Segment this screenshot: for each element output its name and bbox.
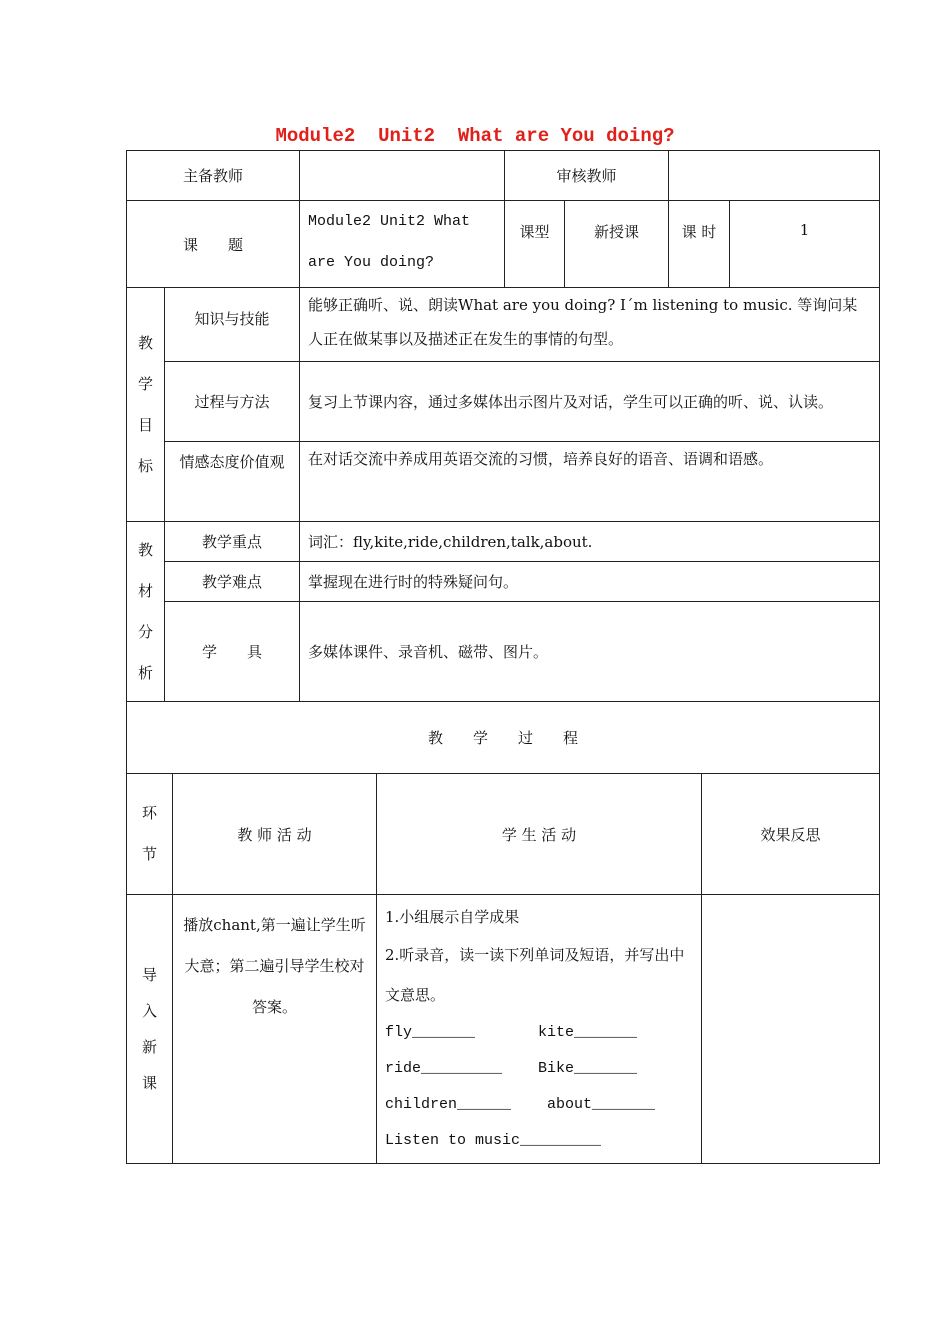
group-char: 标 <box>137 456 153 475</box>
vocab-line: ride_________ Bike_______ <box>385 1060 638 1077</box>
vocab-line: children______ about_______ <box>385 1096 656 1113</box>
hours-label: 课 时 <box>669 201 730 288</box>
stage-char: 课 <box>141 1074 157 1092</box>
topic-value: Module2 Unit2 What are You doing? <box>300 201 505 288</box>
analysis-label: 教学难点 <box>165 562 300 602</box>
review-teacher-label: 审核教师 <box>505 151 669 201</box>
teacher-activity-header: 教 师 活 动 <box>173 774 377 895</box>
analysis-text: 多媒体课件、录音机、磁带、图片。 <box>300 602 880 702</box>
analysis-label: 教学重点 <box>165 522 300 562</box>
student-activity-cell <box>377 895 702 1164</box>
lesson-plan-table <box>126 150 879 1164</box>
vocab-line: Listen to music_________ <box>385 1132 602 1149</box>
student-line: 2.听录音，读一读下列单词及短语，并写出中文意思。 <box>385 946 685 1004</box>
stage-char: 新 <box>141 1038 157 1056</box>
document-title: Module2 Unit2 What are You doing? <box>275 125 675 147</box>
stage-column-header <box>127 774 173 895</box>
objective-text: 能够正确听、说、朗读What are you doing? I´m listening to music. 等询问某人正在做某事以及描述正在发生的事情的句型。 <box>300 288 880 362</box>
group-char: 教 <box>137 540 153 559</box>
type-value: 新授课 <box>565 201 669 288</box>
teacher-activity-text: 播放chant,第一遍让学生听大意；第二遍引导学生校对答案。 <box>173 895 377 1164</box>
group-char: 析 <box>137 663 153 682</box>
header-char: 环 <box>141 804 157 822</box>
group-char: 材 <box>137 581 153 600</box>
analysis-group-label <box>127 522 165 702</box>
reflection-cell <box>702 895 880 1164</box>
vocab-line: fly_______ kite_______ <box>385 1024 638 1041</box>
group-char: 学 <box>137 374 153 393</box>
lead-teacher-label: 主备教师 <box>127 151 300 201</box>
stage-cell <box>127 895 173 1164</box>
objective-label: 情感态度价值观 <box>165 442 300 522</box>
group-char: 目 <box>137 415 153 434</box>
type-label: 课型 <box>505 201 565 288</box>
analysis-text: 掌握现在进行时的特殊疑问句。 <box>300 562 880 602</box>
analysis-text: 词汇：fly,kite,ride,children,talk,about. <box>300 522 880 562</box>
reflection-header: 效果反思 <box>702 774 880 895</box>
hours-value: 1 <box>730 201 880 288</box>
group-char: 教 <box>137 333 153 352</box>
stage-char: 入 <box>141 1002 157 1020</box>
objective-label: 知识与技能 <box>165 288 300 362</box>
header-char: 节 <box>141 845 157 863</box>
student-line: 1.小组展示自学成果 <box>385 908 520 926</box>
process-heading: 教 学 过 程 <box>127 702 880 774</box>
objective-text: 在对话交流中养成用英语交流的习惯，培养良好的语音、语调和语感。 <box>300 442 880 522</box>
objective-label: 过程与方法 <box>165 362 300 442</box>
topic-label: 课 题 <box>127 201 300 288</box>
review-teacher-value <box>669 151 880 201</box>
objective-text: 复习上节课内容，通过多媒体出示图片及对话，学生可以正确的听、说、认读。 <box>300 362 880 442</box>
group-char: 分 <box>137 622 153 641</box>
analysis-label: 学 具 <box>165 602 300 702</box>
student-activity-header: 学 生 活 动 <box>377 774 702 895</box>
stage-char: 导 <box>141 966 157 984</box>
objectives-group-label <box>127 288 165 522</box>
lead-teacher-value <box>300 151 505 201</box>
